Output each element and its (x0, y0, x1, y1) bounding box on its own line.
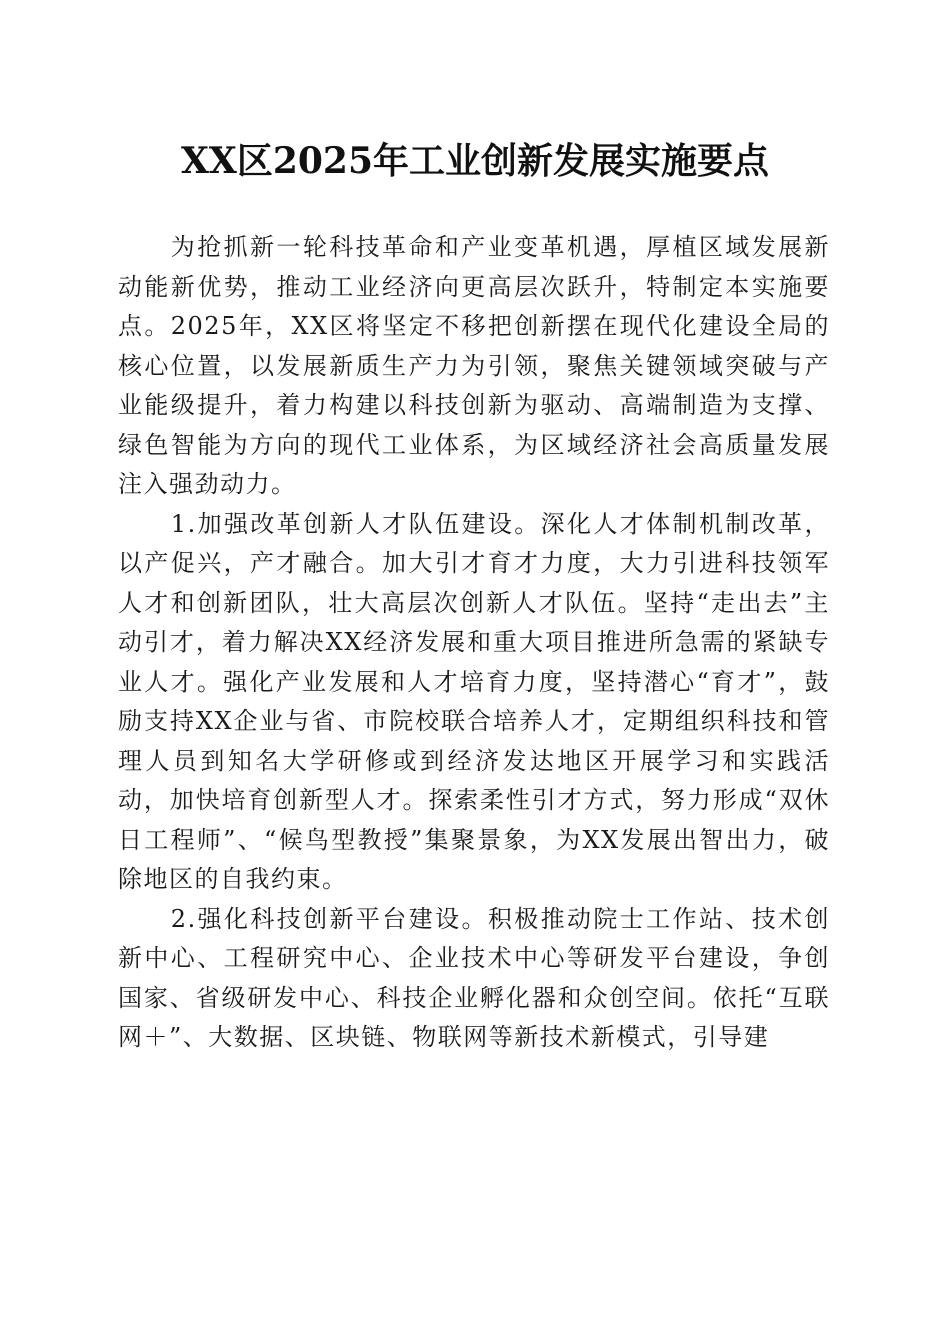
document-body (118, 228, 830, 1058)
intro-paragraph: 为抢抓新一轮科技革命和产业变革机遇，厚植区域发展新动能新优势，推动工业经济向更高层次跃升，特制定本实施要点。2025年，XX区将坚定不移把创新摆在现代化建设全局的核心位置，以发展新质生产力为引领，聚焦关键领域突破与产业能级提升，着力构建以科技创新为驱动、高端制造为支撑、绿色智能为方向的现代工业体系，为区域经济社会高质量发展注入强劲动力。 (118, 233, 830, 498)
section-2-paragraph: 2.强化科技创新平台建设。积极推动院士工作站、技术创新中心、工程研究中心、企业技术中心等研发平台建设，争创国家、省级研发中心、科技企业孵化器和众创空间。依托“互联网＋”、大数据、区块链、物联网等新技术新模式，引导建 (118, 904, 830, 1051)
section-1-paragraph: 1.加强改革创新人才队伍建设。深化人才体制机制改革，以产促兴，产才融合。加大引才育才力度，大力引进科技领军人才和创新团队，壮大高层次创新人才队伍。坚持“走出去”主动引才，着力解决XX经济发展和重大项目推进所急需的紧缺专业人才。强化产业发展和人才培育力度，坚持潜心“育才”，鼓励支持XX企业与省、市院校联合培养人才，定期组织科技和管理人员到知名大学研修或到经济发达地区开展学习和实践活动，加快培育创新型人才。探索柔性引才方式，努力形成“双休日工程师”、“候鸟型教授”集聚景象，为XX发展出智出力，破除地区的自我约束。 (118, 509, 830, 893)
document-title: XX区2025年工业创新发展实施要点 (180, 140, 770, 182)
